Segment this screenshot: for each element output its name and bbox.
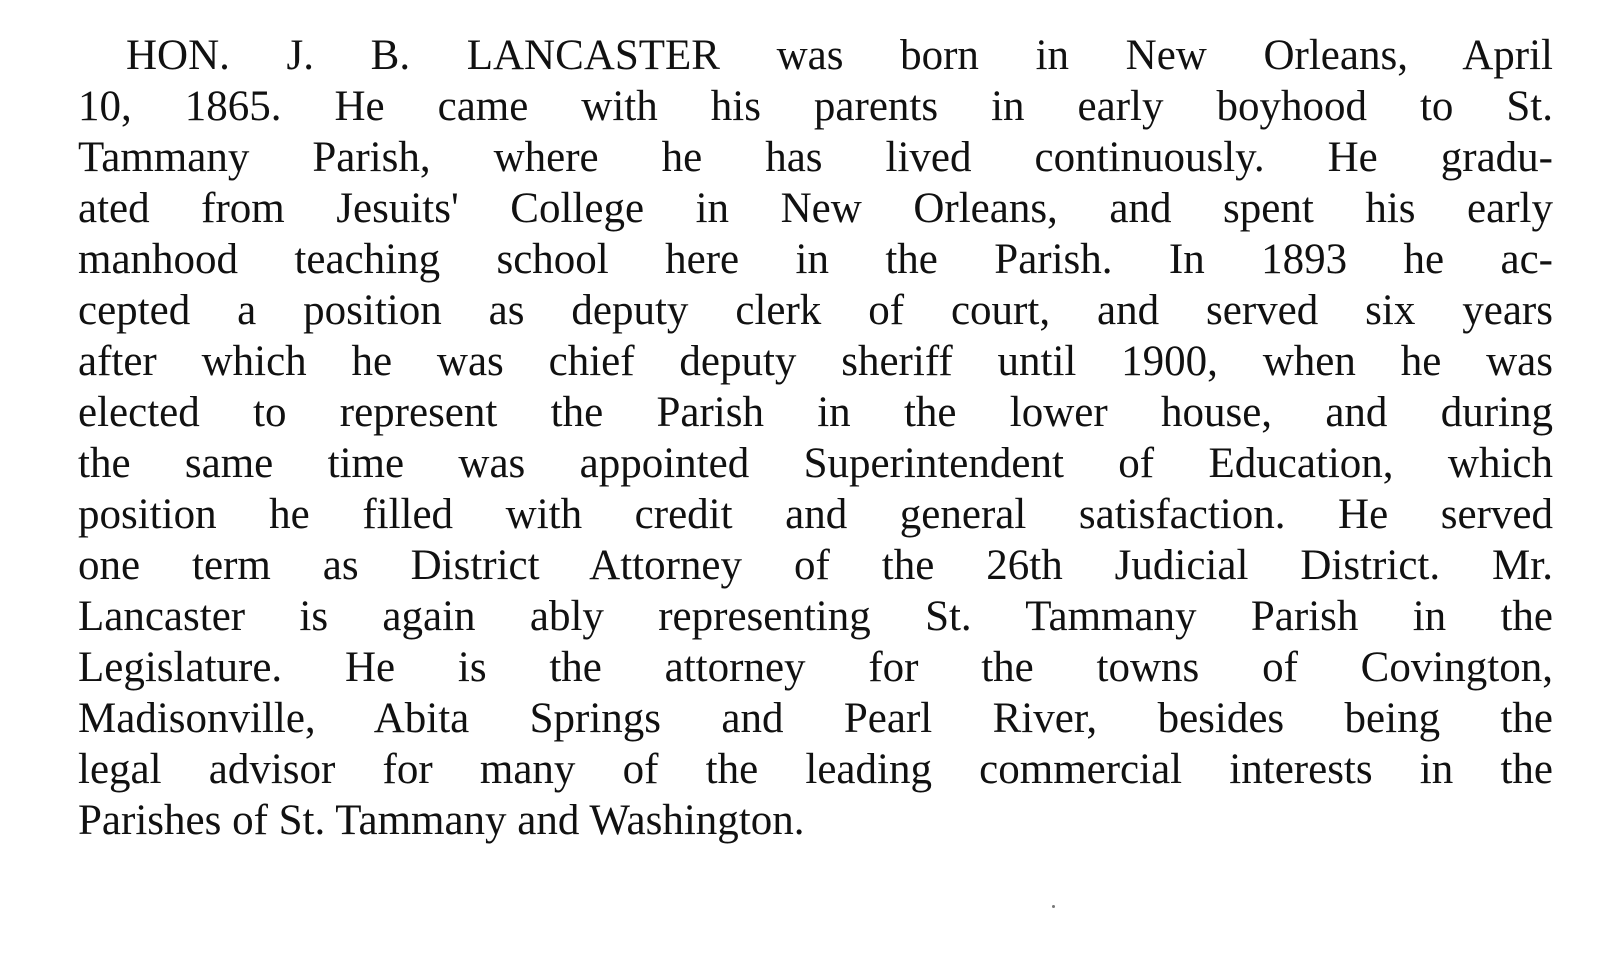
text-line: position he filled with credit and general satisfaction. He served <box>78 491 1553 538</box>
text-line: Parishes of St. Tammany and Washington. <box>78 797 805 844</box>
biography-paragraph <box>78 30 1553 846</box>
text-line: HON. J. B. LANCASTER was born in New Orleans, April <box>126 32 1553 79</box>
text-line: after which he was chief deputy sheriff until 1900, when he was <box>78 338 1553 385</box>
text-line: manhood teaching school here in the Parish. In 1893 he ac- <box>78 236 1553 283</box>
text-line: Legislature. He is the attorney for the towns of Covington, <box>78 644 1553 691</box>
text-line: the same time was appointed Superintendent of Education, which <box>78 440 1553 487</box>
text-line: Madisonville, Abita Springs and Pearl River, besides being the <box>78 695 1553 742</box>
scan-speck <box>1052 905 1055 908</box>
text-line: Lancaster is again ably representing St. Tammany Parish in the <box>78 593 1553 640</box>
text-line: legal advisor for many of the leading commercial interests in the <box>78 746 1553 793</box>
text-line: one term as District Attorney of the 26th Judicial District. Mr. <box>78 542 1553 589</box>
text-line: 10, 1865. He came with his parents in early boyhood to St. <box>78 83 1553 130</box>
text-line: ated from Jesuits' College in New Orleans, and spent his early <box>78 185 1553 232</box>
text-line: cepted a position as deputy clerk of court, and served six years <box>78 287 1553 334</box>
text-line: Tammany Parish, where he has lived continuously. He gradu- <box>78 134 1553 181</box>
text-line: elected to represent the Parish in the lower house, and during <box>78 389 1553 436</box>
